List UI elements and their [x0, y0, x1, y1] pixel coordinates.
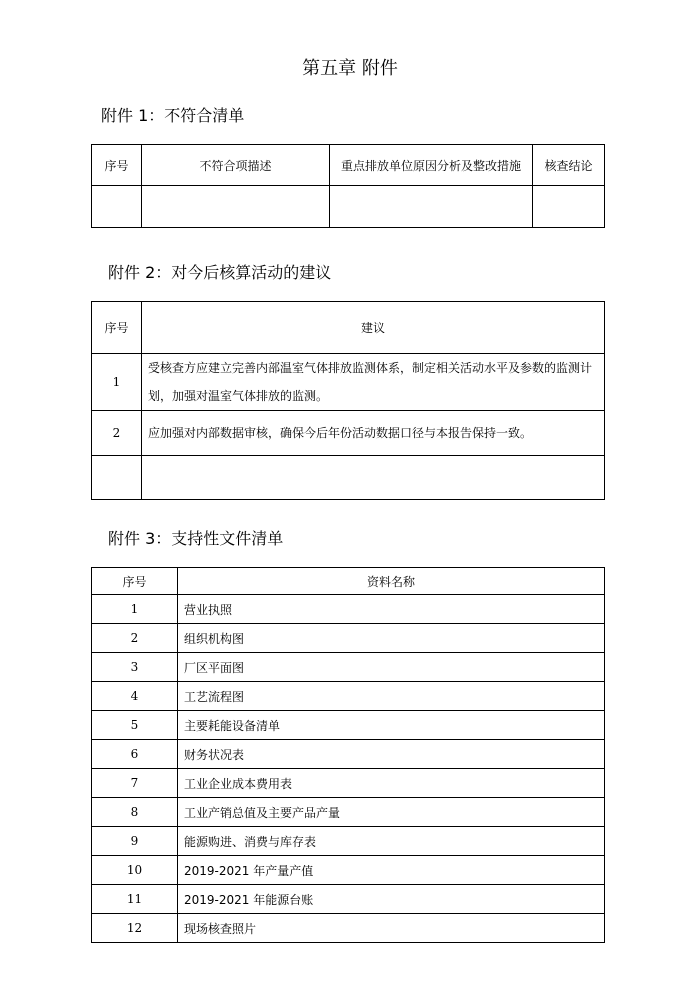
document-name: 财务状况表 — [178, 740, 605, 769]
row-number: 9 — [92, 827, 178, 856]
empty-cell — [92, 456, 142, 500]
empty-cell — [142, 186, 330, 228]
row-number: 3 — [92, 653, 178, 682]
empty-cell — [142, 456, 605, 500]
table-row — [92, 653, 605, 682]
table-row — [92, 856, 605, 885]
header-cell: 建议 — [142, 302, 605, 354]
table-header-row — [92, 568, 605, 595]
document-name: 2019-2021 年产量产值 — [178, 856, 605, 885]
row-number: 5 — [92, 711, 178, 740]
document-name: 工业企业成本费用表 — [178, 769, 605, 798]
table-row — [92, 769, 605, 798]
header-cell: 序号 — [92, 302, 142, 354]
empty-cell — [533, 186, 605, 228]
table-header-row — [92, 145, 605, 186]
document-name: 组织机构图 — [178, 624, 605, 653]
document-name: 能源购进、消费与库存表 — [178, 827, 605, 856]
header-cell: 序号 — [92, 568, 178, 595]
document-name: 营业执照 — [178, 595, 605, 624]
header-cell: 核查结论 — [533, 145, 605, 186]
table-row — [92, 682, 605, 711]
appendix-3-title: 附件 3：支持性文件清单 — [108, 529, 284, 548]
nonconformity-table — [91, 144, 605, 228]
row-number: 8 — [92, 798, 178, 827]
header-cell: 不符合项描述 — [142, 145, 330, 186]
table-row — [92, 827, 605, 856]
table-row — [92, 711, 605, 740]
empty-cell — [330, 186, 533, 228]
document-name: 主要耗能设备清单 — [178, 711, 605, 740]
row-number: 10 — [92, 856, 178, 885]
row-number: 12 — [92, 914, 178, 943]
table-row — [92, 740, 605, 769]
empty-cell — [92, 186, 142, 228]
document-name: 2019-2021 年能源台账 — [178, 885, 605, 914]
table-header-row — [92, 302, 605, 354]
row-number: 2 — [92, 624, 178, 653]
table-row — [92, 798, 605, 827]
row-number: 6 — [92, 740, 178, 769]
header-cell: 序号 — [92, 145, 142, 186]
table-row — [92, 595, 605, 624]
suggestions-table — [91, 301, 605, 500]
table-row — [92, 624, 605, 653]
table-row — [92, 411, 605, 456]
suggestion-text: 应加强对内部数据审核，确保今后年份活动数据口径与本报告保持一致。 — [142, 411, 605, 456]
row-number: 7 — [92, 769, 178, 798]
header-cell: 重点排放单位原因分析及整改措施 — [330, 145, 533, 186]
table-row — [92, 354, 605, 411]
supporting-documents-table — [91, 567, 605, 943]
document-name: 厂区平面图 — [178, 653, 605, 682]
document-name: 工艺流程图 — [178, 682, 605, 711]
appendix-1-title: 附件 1：不符合清单 — [101, 106, 245, 125]
table-row — [92, 914, 605, 943]
row-number: 4 — [92, 682, 178, 711]
row-number: 1 — [92, 595, 178, 624]
row-number: 2 — [92, 411, 142, 456]
table-row — [92, 186, 605, 228]
appendix-2-title: 附件 2：对今后核算活动的建议 — [108, 263, 332, 282]
chapter-title: 第五章 附件 — [302, 58, 398, 79]
table-row — [92, 885, 605, 914]
table-row — [92, 456, 605, 500]
header-cell: 资料名称 — [178, 568, 605, 595]
row-number: 11 — [92, 885, 178, 914]
document-name: 现场核查照片 — [178, 914, 605, 943]
document-name: 工业产销总值及主要产品产量 — [178, 798, 605, 827]
row-number: 1 — [92, 354, 142, 411]
suggestion-text: 受核查方应建立完善内部温室气体排放监测体系，制定相关活动水平及参数的监测计划，加强对温室气体排放的监测。 — [142, 354, 605, 411]
